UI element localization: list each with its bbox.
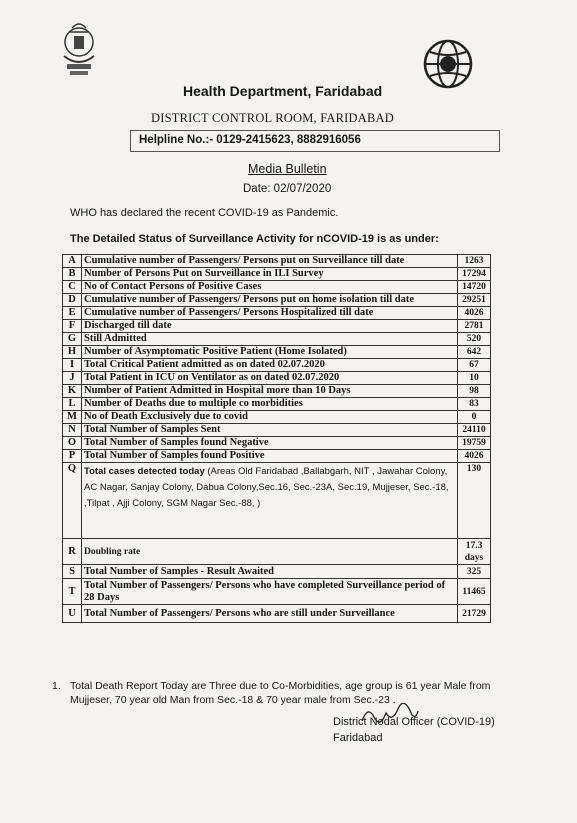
row-description: Total Number of Samples Sent	[82, 424, 458, 437]
row-letter: I	[63, 359, 82, 372]
row-description: Cumulative number of Passengers/ Persons Hospitalized till date	[82, 307, 458, 320]
surveillance-table	[62, 254, 491, 623]
row-value: 24110	[458, 424, 491, 437]
row-description: Cumulative number of Passengers/ Persons put on home isolation till date	[82, 294, 458, 307]
table-row	[63, 307, 491, 320]
row-value: 17294	[458, 268, 491, 281]
page-subtitle: DISTRICT CONTROL ROOM, FARIDABAD	[151, 111, 394, 125]
row-letter: C	[63, 281, 82, 294]
row-description: Cumulative number of Passengers/ Persons put on Surveillance till date	[82, 255, 458, 268]
row-description: Total Patient in ICU on Ventilator as on dated 02.07.2020	[82, 372, 458, 385]
table-row	[63, 359, 491, 372]
row-value: 2781	[458, 320, 491, 333]
cases-today-label: Total cases detected today	[84, 466, 205, 477]
row-letter: M	[63, 411, 82, 424]
row-value: 10	[458, 372, 491, 385]
table-row	[63, 398, 491, 411]
cases-today-areas: (Areas Old Faridabad ,Ballabgarh, NIT , Jawahar Colony, AC Nagar, Sanjay Colony, Dabua Colony,Sec.16, Sec.-23A, Sec.19, Mujjeser, Sec.-18, ,Tilpat , Ajji Colony, SGM Nagar Sec.-88, )	[84, 466, 449, 509]
signatory-title: District Nodal Officer (COVID-19)	[333, 716, 495, 728]
row-description	[82, 463, 458, 539]
row-value: 67	[458, 359, 491, 372]
row-value: 325	[458, 565, 491, 579]
row-letter: A	[63, 255, 82, 268]
who-statement: WHO has declared the recent COVID-19 as Pandemic.	[70, 207, 339, 219]
row-description: No of Death Exclusively due to covid	[82, 411, 458, 424]
table-row	[63, 255, 491, 268]
row-letter: N	[63, 424, 82, 437]
row-letter: P	[63, 450, 82, 463]
row-value: 11465	[458, 579, 491, 605]
row-letter: E	[63, 307, 82, 320]
row-letter: L	[63, 398, 82, 411]
row-description: No of Contact Persons of Positive Cases	[82, 281, 458, 294]
row-value: 98	[458, 385, 491, 398]
row-description: Total Number of Passengers/ Persons who have completed Surveillance period of 28 Days	[82, 579, 458, 605]
row-letter: R	[63, 539, 82, 565]
table-row	[63, 579, 491, 605]
row-description: Still Admitted	[82, 333, 458, 346]
row-value: 4026	[458, 450, 491, 463]
death-report-note	[52, 679, 522, 707]
row-value: 17.3 days	[458, 539, 491, 565]
row-description: Total Number of Passengers/ Persons who are still under Surveillance	[82, 605, 458, 623]
row-letter: U	[63, 605, 82, 623]
helpline-box: Helpline No.:- 0129-2415623, 8882916056	[130, 130, 500, 152]
row-value: 21729	[458, 605, 491, 623]
status-heading: The Detailed Status of Surveillance Activity for nCOVID-19 is as under:	[70, 233, 439, 245]
bulletin-date: Date: 02/07/2020	[243, 183, 332, 195]
row-letter: G	[63, 333, 82, 346]
table-row	[63, 333, 491, 346]
row-letter: B	[63, 268, 82, 281]
row-description: Total Critical Patient admitted as on dated 02.07.2020	[82, 359, 458, 372]
table-row	[63, 281, 491, 294]
row-description: Total Number of Samples - Result Awaited	[82, 565, 458, 579]
row-letter: H	[63, 346, 82, 359]
row-letter: T	[63, 579, 82, 605]
page-title: Health Department, Faridabad	[183, 83, 383, 99]
table-row	[63, 605, 491, 623]
table-row	[63, 565, 491, 579]
table-row	[63, 372, 491, 385]
row-value: 1263	[458, 255, 491, 268]
table-row	[63, 346, 491, 359]
row-letter: S	[63, 565, 82, 579]
table-row	[63, 424, 491, 437]
table-row	[63, 385, 491, 398]
table-row	[63, 411, 491, 424]
row-letter: J	[63, 372, 82, 385]
table-row	[63, 437, 491, 450]
table-row	[63, 294, 491, 307]
row-description: Number of Persons Put on Surveillance in ILI Survey	[82, 268, 458, 281]
row-letter: F	[63, 320, 82, 333]
signatory-place: Faridabad	[333, 732, 383, 744]
row-value: 14720	[458, 281, 491, 294]
row-letter: K	[63, 385, 82, 398]
table-row	[63, 450, 491, 463]
table-row	[63, 320, 491, 333]
row-description: Discharged till date	[82, 320, 458, 333]
haryana-emblem-icon	[58, 22, 100, 80]
row-value: 130	[458, 463, 491, 539]
row-description: Number of Patient Admitted in Hospital more than 10 Days	[82, 385, 458, 398]
row-value: 4026	[458, 307, 491, 320]
note-number: 1.	[52, 680, 61, 692]
table-row	[63, 463, 491, 539]
row-value: 83	[458, 398, 491, 411]
row-description: Number of Deaths due to multiple co morbidities	[82, 398, 458, 411]
row-letter: O	[63, 437, 82, 450]
row-description: Doubling rate	[82, 539, 458, 565]
row-value: 29251	[458, 294, 491, 307]
table-row	[63, 539, 491, 565]
row-value: 0	[458, 411, 491, 424]
row-value: 642	[458, 346, 491, 359]
row-value: 520	[458, 333, 491, 346]
row-description: Number of Asymptomatic Positive Patient (Home Isolated)	[82, 346, 458, 359]
bulletin-heading: Media Bulletin	[248, 162, 327, 176]
row-description: Total Number of Samples found Positive	[82, 450, 458, 463]
table-row	[63, 268, 491, 281]
row-description: Total Number of Samples found Negative	[82, 437, 458, 450]
row-value: 19759	[458, 437, 491, 450]
row-letter: D	[63, 294, 82, 307]
row-letter: Q	[63, 463, 82, 539]
health-logo-icon	[418, 38, 478, 90]
note-text: Total Death Report Today are Three due to Co-Morbidities, age group is 61 year Male from Mujjeser, 70 year old Man from Sec.-18 & 70 year male from Sec.-23 .	[70, 680, 491, 706]
